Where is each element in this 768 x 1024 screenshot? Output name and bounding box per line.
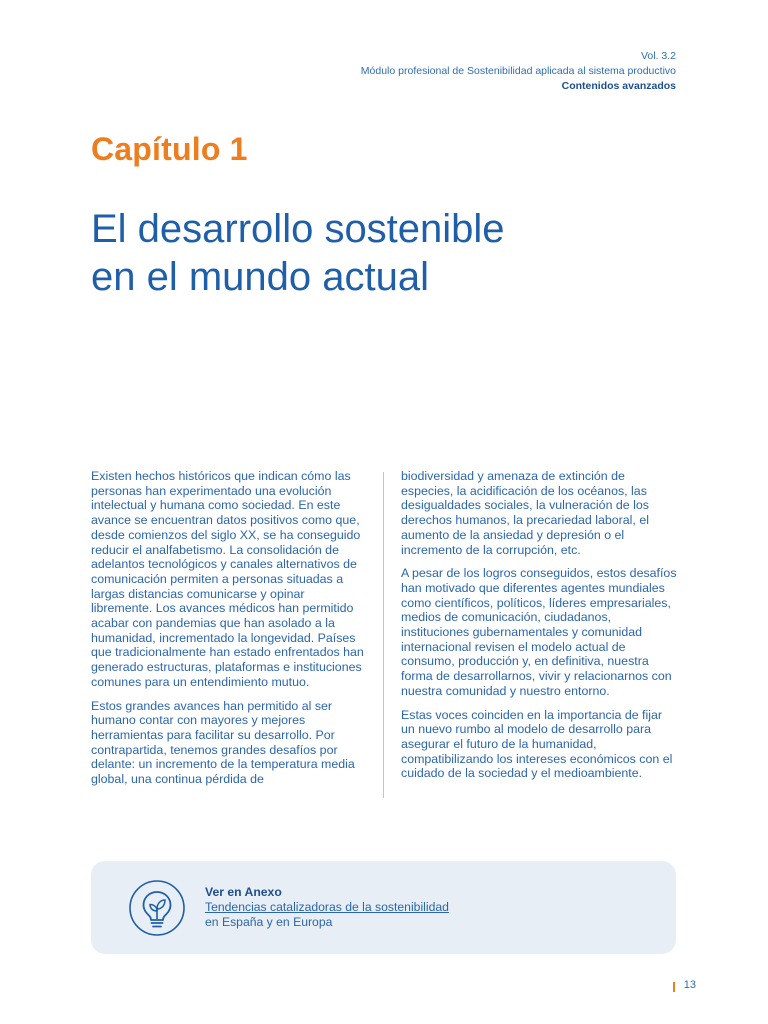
- page-number-marker: [673, 982, 675, 992]
- column-divider: [383, 472, 384, 798]
- body-column-right: [401, 469, 677, 790]
- chapter-title-line-1: El desarrollo sostenible: [91, 207, 505, 251]
- page-number: 13: [683, 979, 696, 991]
- lightbulb-leaf-icon: [128, 879, 186, 937]
- section-label: Contenidos avanzados: [561, 80, 676, 92]
- page-header: [361, 49, 676, 94]
- chapter-title: [91, 205, 651, 301]
- paragraph: Existen hechos históricos que indican cómo las personas han experimentado una evolución intelectual y humana como sociedad. En este avance se encuentran datos positivos como que, desde comienzos del siglo XX, se ha conseguido reducir el analfabetismo. La consolidación de adelantos tecnológicos y canales alternativos de comunicación permiten a personas situadas a largas distancias comunicarse y opinar libremente. Los avances médicos han permitido acabar con pandemias que han asolado a la humanidad, incrementado la longevidad. Países que tradicionalmente han estado enfrentados han generado estructuras, plataformas e instituciones comunes para un entendimiento mutuo.: [91, 469, 364, 689]
- annex-subtitle: en España y en Europa: [205, 915, 333, 929]
- chapter-title-line-2: en el mundo actual: [91, 255, 430, 299]
- chapter-label: Capítulo 1: [91, 131, 248, 167]
- annex-callout: [91, 861, 676, 954]
- paragraph: biodiversidad y amenaza de extinción de especies, la acidificación de los océanos, las desigualdades sociales, la vulneración de los derechos humanos, la precariedad laboral, el aumento de la ansiedad y depresión o el incremento de la corrupción, etc.: [401, 469, 649, 557]
- annex-text: [205, 885, 449, 930]
- paragraph: A pesar de los logros conseguidos, estos desafíos han motivado que diferentes agentes mundiales como científicos, políticos, líderes empresariales, medios de comunicación, ciudadanos, instituciones gubernamentales y comunidad internacional revisen el modelo actual de consumo, producción y, en definitiva, nuestra forma de desarrollarnos, vivir y relacionarnos con nuestra comunidad y nuestro entorno.: [401, 566, 677, 698]
- body-column-left: [91, 469, 367, 796]
- annex-link[interactable]: Tendencias catalizadoras de la sostenibilidad: [205, 900, 449, 914]
- annex-title: Ver en Anexo: [205, 885, 282, 899]
- paragraph: Estos grandes avances han permitido al ser humano contar con mayores y mejores herramientas para facilitar su desarrollo. Por contrapartida, tenemos grandes desafíos por delante: un incremento de la temperatura media global, una continua pérdida de: [91, 698, 355, 787]
- paragraph: Estas voces coinciden en la importancia de fijar un nuevo rumbo al modelo de desarrollo para asegurar el futuro de la humanidad, compatibilizando los intereses económicos con el cuidado de la sociedad y el medioambiente.: [401, 707, 673, 781]
- volume-label: Vol. 3.2: [640, 50, 676, 62]
- module-label: Módulo profesional de Sostenibilidad aplicada al sistema productivo: [360, 65, 676, 77]
